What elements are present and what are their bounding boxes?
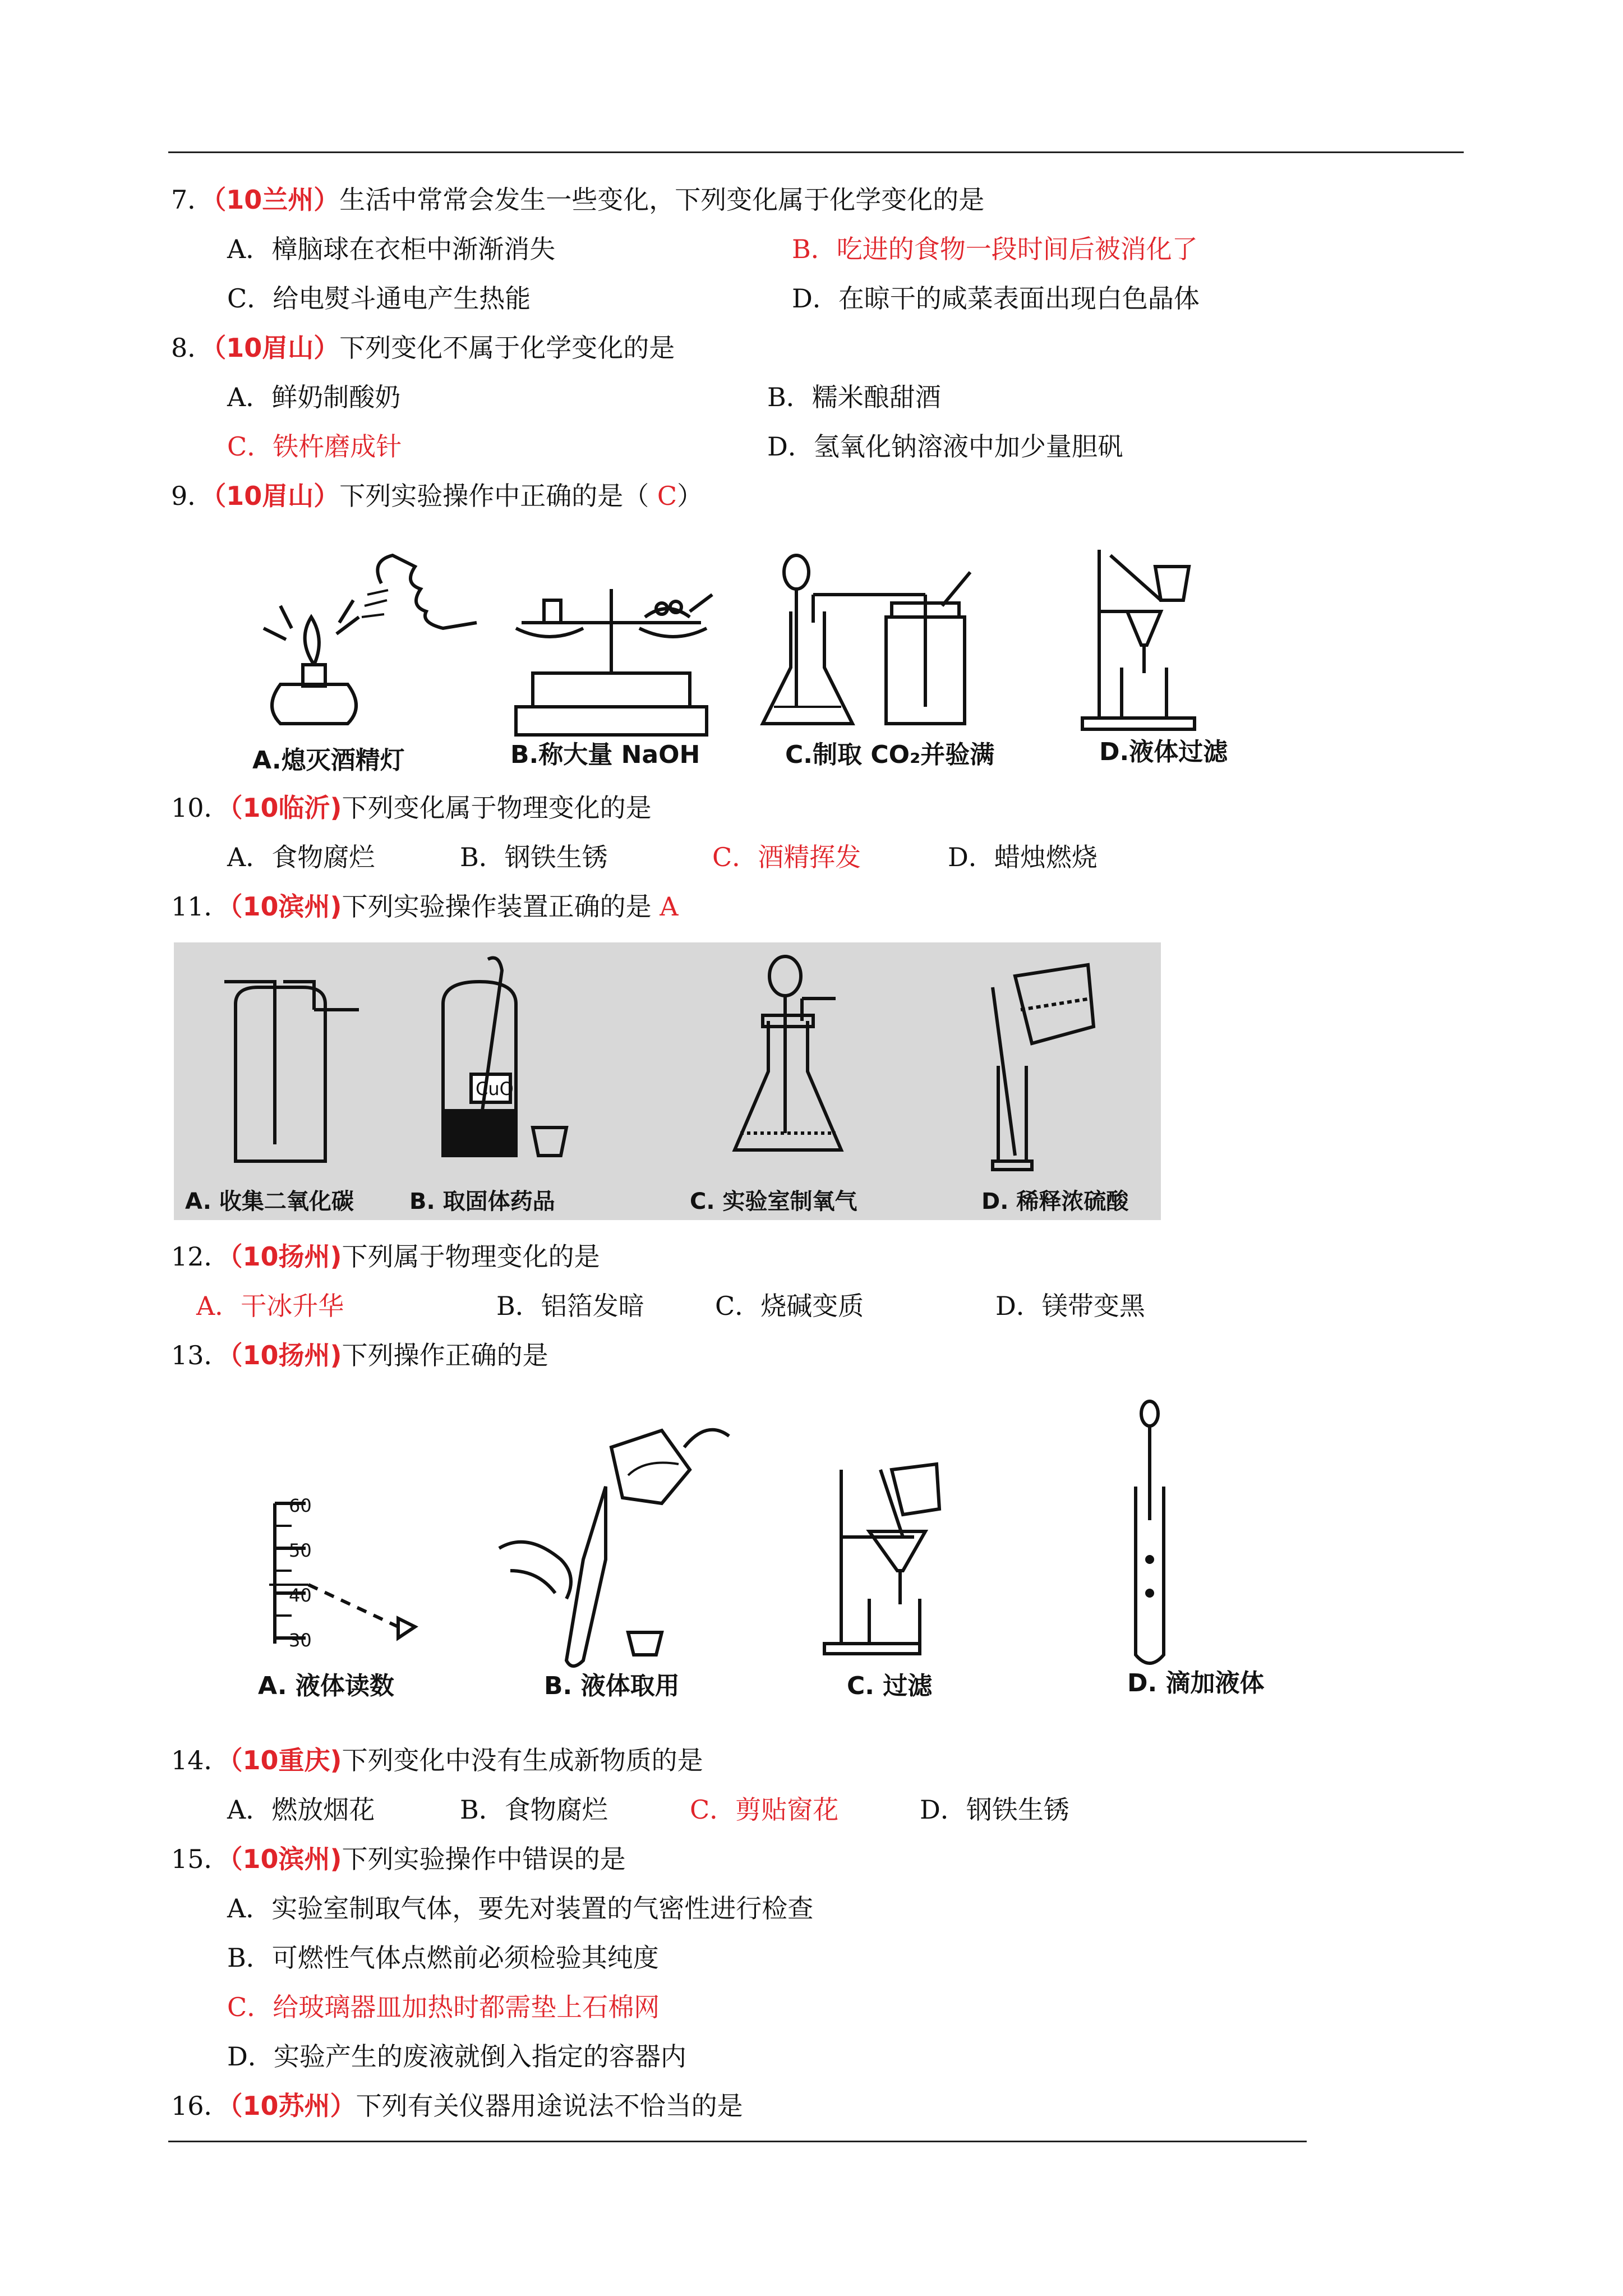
- question-10-stem: 10．（10临沂)下列变化属于物理变化的是: [171, 793, 652, 823]
- q10-option-d: D．蜡烛燃烧: [948, 842, 1098, 872]
- q13-fig-d-dropper: [1136, 1401, 1164, 1663]
- question-11-stem: 11．（10滨州)下列实验操作装置正确的是 A: [171, 891, 679, 922]
- q11-answer: A: [660, 891, 679, 922]
- q9-caption-d: D.液体过滤: [1099, 738, 1228, 766]
- q10-option-b: B．钢铁生锈: [460, 842, 608, 872]
- q12-option-c: C．烧碱变质: [715, 1291, 864, 1321]
- question-15-stem: 15．（10滨州)下列实验操作中错误的是: [171, 1844, 626, 1874]
- q9-fig-a-alcohol-lamp: [264, 555, 477, 724]
- q10-option-a: A．食物腐烂: [227, 842, 375, 872]
- q7-option-a: A．樟脑球在衣柜中渐渐消失: [227, 234, 556, 264]
- q13-caption-b: B. 液体取用: [544, 1672, 680, 1700]
- q14-option-a: A．燃放烟花: [227, 1795, 375, 1825]
- q9-fig-d-filtration: [1082, 550, 1195, 729]
- q11-caption-d: D. 稀释浓硫酸: [981, 1189, 1129, 1214]
- q11-caption-b: B. 取固体药品: [409, 1189, 555, 1214]
- q9-caption-b: B.称大量 NaOH: [510, 740, 700, 769]
- q7-option-c: C．给电熨斗通电产生热能: [227, 283, 531, 314]
- q13-mark-60: 60: [289, 1495, 312, 1516]
- q15-option-b: B．可燃性气体点燃前必须检验其纯度: [227, 1943, 659, 1973]
- q10-option-c: C．酒精挥发: [712, 842, 861, 872]
- q12-option-b: B．铝箔发暗: [496, 1291, 644, 1321]
- q9-fig-b-balance: [516, 589, 712, 735]
- q11-caption-a: A. 收集二氧化碳: [185, 1189, 354, 1214]
- q14-option-d: D．钢铁生锈: [920, 1795, 1069, 1825]
- q9-answer: C: [657, 481, 677, 511]
- q13-caption-a: A. 液体读数: [258, 1672, 394, 1700]
- q12-option-d: D．镁带变黑: [995, 1291, 1145, 1321]
- q13-caption-d: D. 滴加液体: [1127, 1669, 1265, 1697]
- q8-option-a: A．鲜奶制酸奶: [227, 382, 401, 412]
- question-7-stem: 7．（10兰州）生活中常常会发生一些变化，下列变化属于化学变化的是: [171, 185, 985, 215]
- q15-option-c: C．给玻璃器皿加热时都需垫上石棉网: [227, 1992, 660, 2022]
- q11-fig-b-bottle-spoon: [443, 958, 566, 1156]
- q13-fig-c-filtration: [824, 1464, 939, 1654]
- q15-option-d: D．实验产生的废液就倒入指定的容器内: [227, 2041, 686, 2072]
- q11-cuo-label: CuO: [476, 1078, 514, 1099]
- q9-fig-c-co2-apparatus: [763, 555, 970, 724]
- q13-mark-30: 30: [289, 1630, 312, 1651]
- q7-option-d: D．在晾干的咸菜表面出现白色晶体: [792, 283, 1200, 314]
- q7-option-b: B．吃进的食物一段时间后被消化了: [792, 234, 1198, 264]
- q13-caption-c: C. 过滤: [847, 1672, 933, 1700]
- question-13-stem: 13．（10扬州)下列操作正确的是: [171, 1340, 548, 1370]
- q12-option-a: A．干冰升华: [196, 1291, 344, 1321]
- q13-mark-50: 50: [289, 1540, 312, 1561]
- question-12-stem: 12．（10扬州)下列属于物理变化的是: [171, 1241, 600, 1272]
- q9-caption-a: A.熄灭酒精灯: [252, 746, 405, 774]
- question-14-stem: 14．（10重庆)下列变化中没有生成新物质的是: [171, 1745, 703, 1775]
- q9-figure: [241, 539, 1279, 774]
- question-8-stem: 8．（10眉山）下列变化不属于化学变化的是: [171, 333, 675, 363]
- q8-option-b: B．糯米酿甜酒: [767, 382, 941, 412]
- q8-option-d: D．氢氧化钠溶液中加少量胆矾: [767, 431, 1123, 462]
- question-9-stem: 9．（10眉山）下列实验操作中正确的是（ C）: [171, 481, 703, 511]
- q9-caption-c: C.制取 CO₂并验满: [785, 740, 995, 769]
- q13-fig-b-liquid-transfer: [499, 1430, 729, 1666]
- q11-fig-c-flask: [735, 956, 841, 1150]
- q11-figure: [174, 942, 1161, 1220]
- footer-rule: [168, 2141, 1307, 2142]
- q14-option-c: C．剪贴窗花: [690, 1795, 839, 1825]
- q11-fig-a-gas-bottle: [224, 982, 359, 1161]
- q13-mark-40: 40: [289, 1585, 312, 1606]
- q11-caption-c: C. 实验室制氧气: [690, 1189, 857, 1214]
- q14-option-b: B．食物腐烂: [460, 1795, 608, 1825]
- q13-figure: [247, 1391, 1290, 1705]
- q8-option-c: C．铁杵磨成针: [227, 431, 402, 462]
- q11-fig-d-cylinder-beaker: [993, 965, 1094, 1170]
- question-16-stem: 16．（10苏州）下列有关仪器用途说法不恰当的是: [171, 2091, 743, 2121]
- q15-option-a: A．实验室制取气体，要先对装置的气密性进行检查: [227, 1893, 814, 1924]
- q13-fig-a-cylinder-reading: [269, 1495, 415, 1651]
- header-rule: [168, 151, 1464, 153]
